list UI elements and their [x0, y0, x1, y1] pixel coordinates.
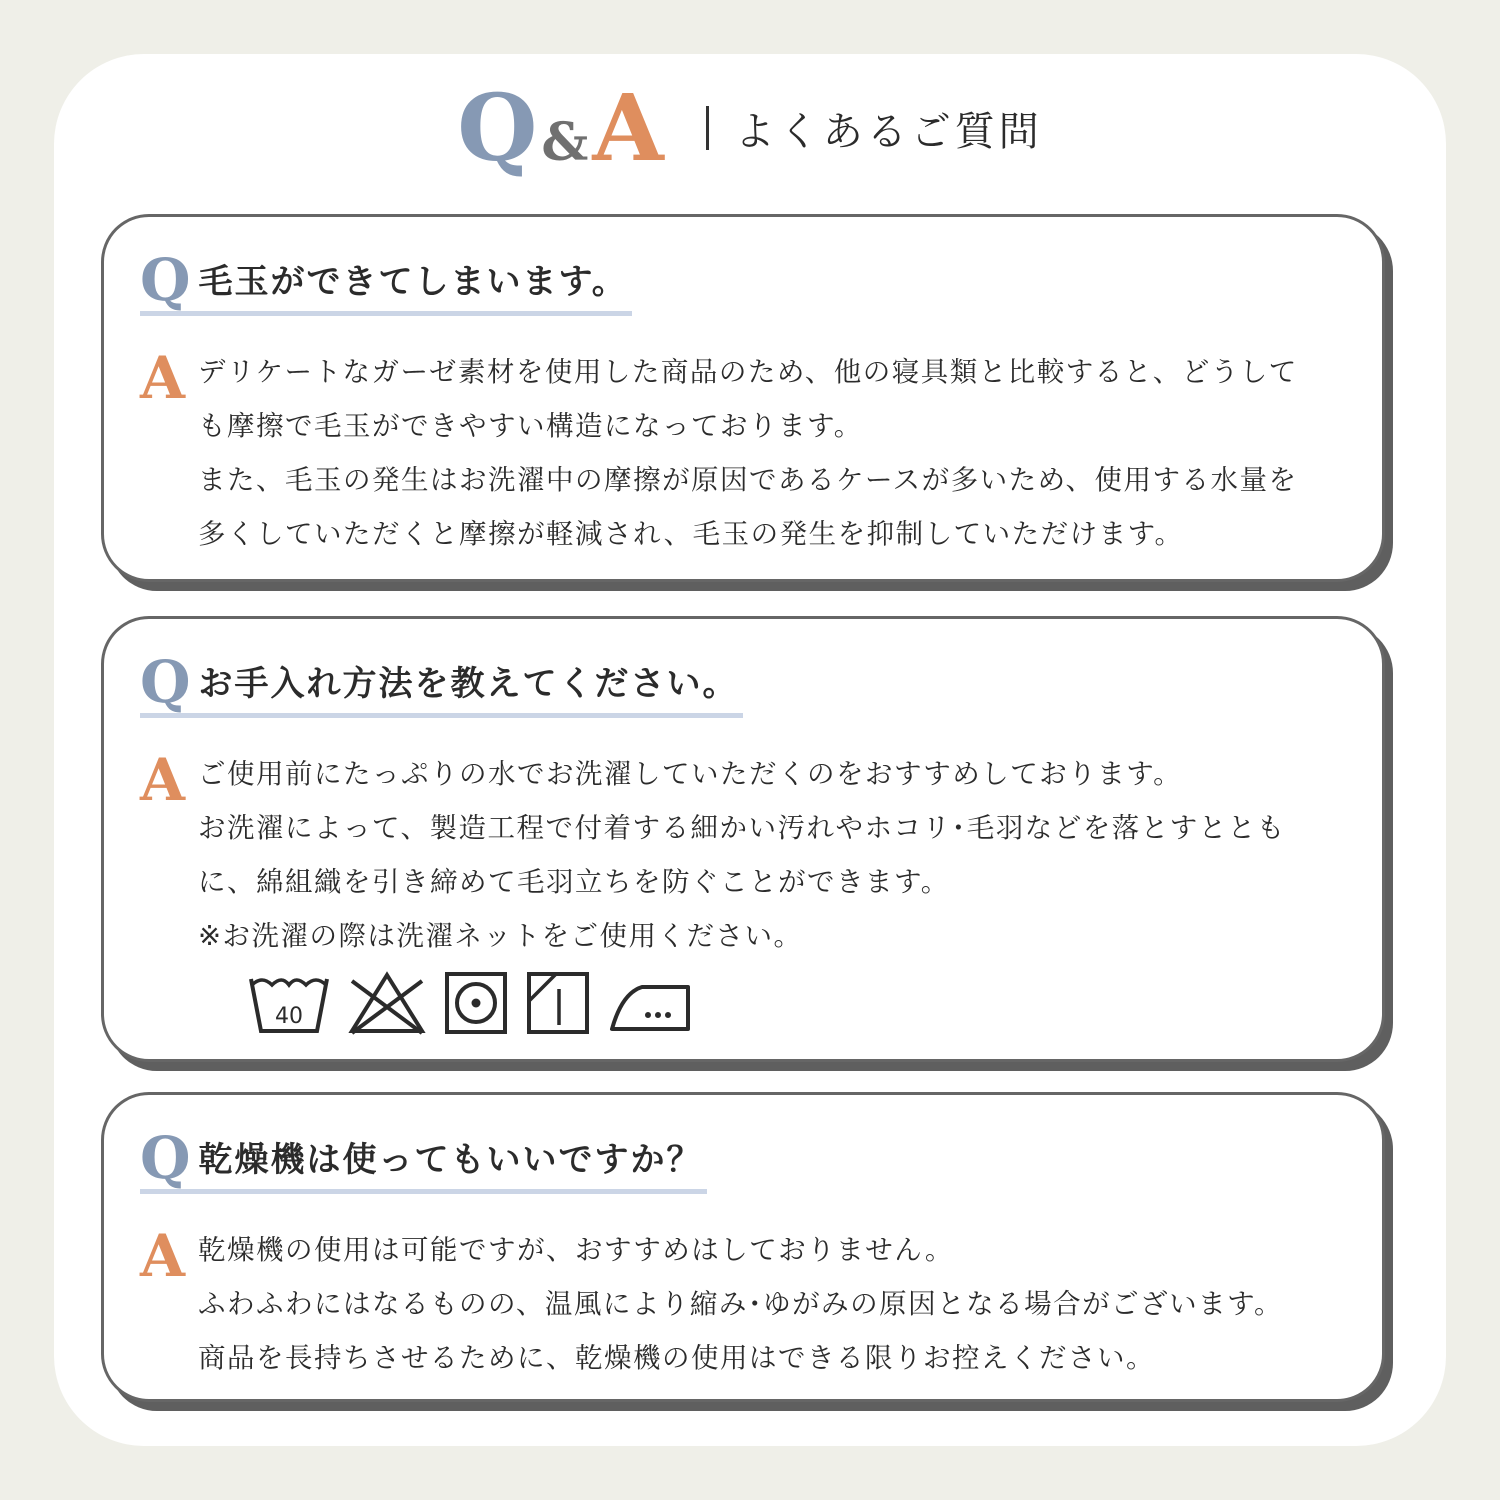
question-row — [140, 648, 743, 718]
q-mark: Q — [140, 246, 191, 314]
answer-line: も摩擦で毛玉ができやすい構造になっております。 — [198, 410, 863, 442]
care-icons — [248, 971, 692, 1035]
iron-high-icon — [608, 971, 692, 1035]
answer-line: デリケートなガーゼ素材を使用した商品のため、他の寝具類と比較すると、どうして — [198, 356, 1298, 388]
page-title: よくあるご質問 — [734, 108, 1043, 155]
answer-line: 多くしていただくと摩擦が軽減され、毛玉の発生を抑制していただけます。 — [198, 518, 1184, 550]
question-text: お手入れ方法を教えてください。 — [198, 664, 739, 704]
line-dry-icon — [526, 971, 590, 1035]
question-row — [140, 246, 632, 316]
logo-a: A — [592, 74, 664, 182]
a-mark: A — [140, 746, 186, 814]
q-mark: Q — [140, 648, 191, 716]
faq-card-care — [101, 616, 1385, 1062]
header-divider — [706, 106, 709, 150]
answer-block — [140, 747, 1362, 963]
faq-card-dryer — [101, 1092, 1385, 1402]
no-bleach-icon — [348, 971, 426, 1035]
question-row — [140, 1124, 707, 1194]
logo-q: Q — [457, 74, 538, 182]
a-mark: A — [140, 344, 186, 412]
question-text: 毛玉ができてしまいます。 — [198, 262, 628, 302]
answer-line: また、毛玉の発生はお洗濯中の摩擦が原因であるケースが多いため、使用する水量を — [198, 464, 1298, 496]
wash-temperature: 40 — [275, 1004, 303, 1029]
question-text: 乾燥機は使ってもいいですか？ — [198, 1140, 703, 1180]
answer-line: 乾燥機の使用は可能ですが、おすすめはしておりません。 — [198, 1234, 954, 1266]
answer-block — [140, 1223, 1362, 1385]
a-mark: A — [140, 1222, 186, 1290]
answer-line: ※お洗濯の際は洗濯ネットをご使用ください。 — [198, 920, 803, 952]
wash-40-icon — [248, 971, 330, 1035]
page-header — [0, 74, 1500, 182]
answer-line: お洗濯によって、製造工程で付着する細かい汚れやホコリ･毛羽などを落とすととも — [198, 812, 1286, 844]
answer-block — [140, 345, 1362, 561]
q-mark: Q — [140, 1124, 191, 1192]
logo-ampersand: & — [541, 112, 589, 173]
answer-line: ご使用前にたっぷりの水でお洗濯していただくのをおすすめしております。 — [198, 758, 1183, 790]
qa-logo — [457, 74, 664, 182]
faq-card-pilling — [101, 214, 1385, 582]
answer-line: 商品を長持ちさせるために、乾燥機の使用はできる限りお控えください。 — [198, 1342, 1155, 1374]
answer-line: に、綿組織を引き締めて毛羽立ちを防ぐことができます。 — [198, 866, 950, 898]
tumble-dry-icon — [444, 971, 508, 1035]
answer-line: ふわふわにはなるものの、温風により縮み･ゆがみの原因となる場合がございます。 — [198, 1288, 1283, 1320]
